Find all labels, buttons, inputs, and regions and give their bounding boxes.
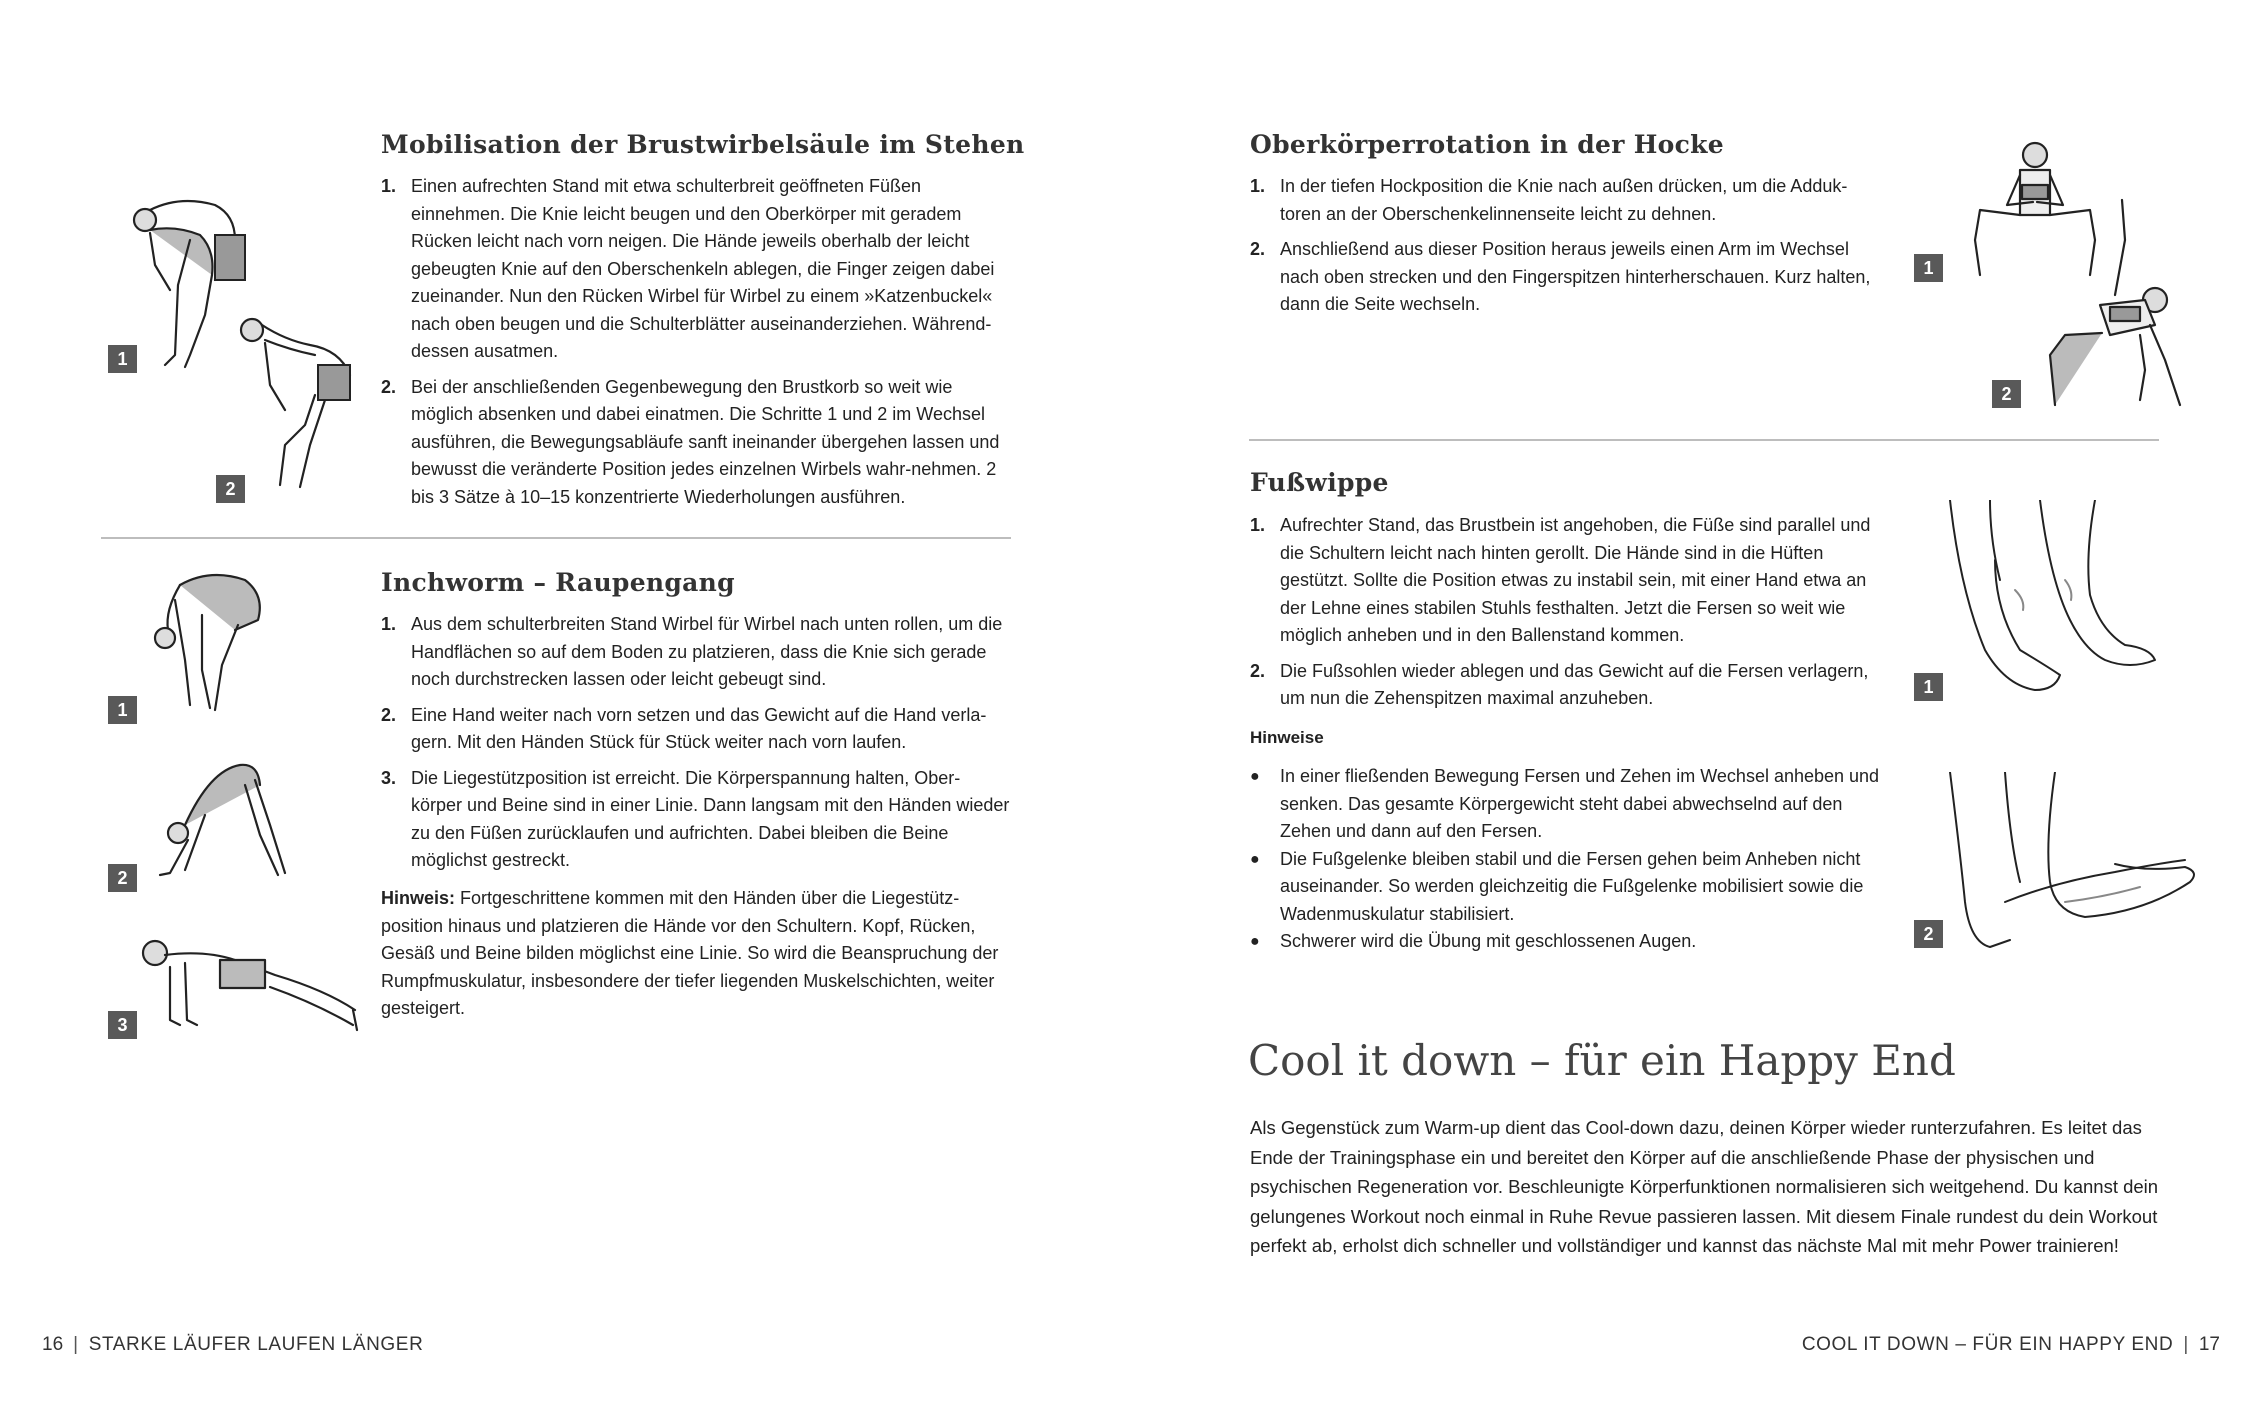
illustration-squat-rotation (2040, 195, 2190, 415)
step-text: Eine Hand weiter nach vorn setzen und das Gewicht auf die Hand verla-gern. Mit den Händen Stück für Stück weiter nach vorn laufen. (411, 704, 987, 752)
list-item (1250, 763, 1880, 846)
steps-brustwirbelsaeule (381, 173, 1011, 519)
running-title: STARKE LÄUFER LAUFEN LÄNGER (88, 1334, 424, 1355)
list-item (1250, 236, 1880, 319)
steps-oberkoerperrotation (1250, 173, 1880, 327)
list-item (381, 765, 1011, 875)
step-text: Bei der anschließenden Gegenbewegung den Brustkorb so weit wie möglich absenken und dabei einatmen. Die Schritte 1 und 2 im Wechsel ausführen, die Bewegungsabläufe sanft ineinander übergehen lassen und bewusst die veränderte Position jedes einzelnen Wirbels wahr-nehmen. 2 bis 3 Sätze à 10–15 konzentrierte Wiederholungen ausführen. (411, 376, 1000, 507)
divider (1249, 439, 2159, 441)
divider (101, 537, 1011, 539)
footer-left (42, 1334, 423, 1356)
list-item (381, 702, 1011, 757)
hints-list (1250, 763, 1880, 956)
step-number: 2. (1250, 660, 1266, 681)
illustration-inchworm-plank (125, 925, 365, 1040)
bullet-icon: ● (1250, 933, 1260, 950)
illustration-feet-toes-up (1945, 772, 2205, 957)
hint-text: Fortgeschrittene kommen mit den Händen über die Liegestütz-position hinaus und platzieren die Hände vor den Schultern. Kopf, Rücken, Gesäß und Beine bilden möglichst eine Linie. So wird die Beanspruchung der Rumpfmuskulatur, insbesondere der tiefer liegenden Muskelschichten, weiter gesteigert. (381, 888, 999, 1018)
bullet-icon: ● (1250, 850, 1260, 868)
list-item (1250, 928, 1880, 956)
list-item (381, 611, 1011, 694)
bullet-icon: ● (1250, 768, 1260, 785)
list-item (1250, 173, 1880, 228)
list-item (1250, 658, 1880, 713)
steps-fusswippe (1250, 512, 1880, 721)
hint-text: Die Fußgelenke bleiben stabil und die Fersen gehen beim Anheben nicht auseinander. So werden gleichzeitig die Fußgelenke mobilisiert sowie die Wadenmuskulatur stabilisiert. (1280, 848, 1864, 924)
section-title-inchworm: Inchworm – Raupengang (381, 568, 735, 597)
figure-badge: 1 (1914, 254, 1943, 282)
figure-badge: 2 (1914, 920, 1943, 948)
figure-badge: 2 (1992, 380, 2021, 408)
page-number: 16 (42, 1334, 64, 1355)
illustration-inchworm-walk (150, 755, 290, 885)
hints-title: Hinweise (1250, 728, 1324, 747)
running-title: COOL IT DOWN – FÜR EIN HAPPY END (1801, 1334, 2174, 1355)
step-number: 1. (1250, 515, 1266, 535)
figure-badge: 1 (108, 345, 137, 373)
hint-inchworm (381, 885, 1011, 1023)
hint-text: In einer fließenden Bewegung Fersen und Zehen im Wechsel anheben und senken. Das gesamte Körpergewicht steht dabei abwechselnd auf den Zehen und dann auf den Fersen. (1280, 766, 1880, 841)
footer-separator: | (73, 1334, 79, 1355)
section-title-brustwirbelsaeule: Mobilisation der Brustwirbelsäule im Stehen (381, 130, 1025, 159)
figure-badge: 1 (1914, 673, 1943, 701)
footer-separator: | (2183, 1334, 2189, 1355)
step-text: Aus dem schulterbreiten Stand Wirbel für Wirbel nach unten rollen, um die Handflächen so auf dem Boden zu platzieren, dass die Knie sich gerade noch durchstrecken lassen oder leicht gebeugt sind. (411, 614, 1003, 689)
figure-badge: 2 (108, 864, 137, 892)
figure-badge: 3 (108, 1011, 137, 1039)
section-title-fusswippe: Fußwippe (1250, 468, 1389, 497)
step-number: 2. (381, 376, 397, 397)
step-text: Die Fußsohlen wieder ablegen und das Gewicht auf die Fersen verlagern, um nun die Zehenspitzen maximal anzuheben. (1280, 660, 1869, 708)
section-title-oberkoerperrotation: Oberkörperrotation in der Hocke (1250, 130, 1724, 159)
figure-badge: 2 (216, 475, 245, 503)
list-item (1250, 512, 1880, 650)
list-item (381, 374, 1011, 512)
step-number: 2. (1250, 239, 1266, 259)
step-number: 1. (1250, 176, 1266, 196)
list-item (1250, 846, 1880, 929)
step-text: Aufrechter Stand, das Brustbein ist angehoben, die Füße sind parallel und die Schultern leicht nach hinten gerollt. Die Hände sind in die Hüften gestützt. Sollte die Position etwas zu instabil sein, mit einer Hand etwa an der Lehne eines stabilen Stuhls festhalten. Jetzt die Fersen so weit wie möglich anheben und in den Ballenstand kommen. (1280, 515, 1871, 645)
figure-badge: 1 (108, 696, 137, 724)
list-item (381, 173, 1011, 366)
cooldown-paragraph: Als Gegenstück zum Warm-up dient das Cool-down dazu, deinen Körper wieder runterzufahren. Es leitet das Ende der Trainingsphase ein und bereitet den Körper auf die anschließende Phase der physischen und psychischen Regeneration vor. Beschleunigte Körperfunktionen normalisieren sich weitgehend. Du kannst dein gelungenes Workout noch einmal in Ruhe Revue passieren lassen. Mit diesem Finale rundest du dein Workout perfekt ab, erholst dich schneller und vollständiger und kannst das nächste Mal mit mehr Power trainieren! (1250, 1117, 2159, 1256)
page-number: 17 (2198, 1334, 2220, 1355)
step-text: Einen aufrechten Stand mit etwa schulterbreit geöffneten Füßen einnehmen. Die Knie leicht beugen und den Oberkörper mit geradem Rücken leicht nach vorn neigen. Die Hände jeweils oberhalb der leicht gebeugten Knie auf den Oberschenkeln ablegen, die Finger zeigen dabei zueinander. Nun den Rücken Wirbel für Wirbel zu einem »Katzenbuckel« nach oben beugen und die Schulterblätter auseinanderziehen. Während-dessen ausatmen. (411, 176, 995, 361)
step-number: 1. (381, 176, 397, 196)
illustration-inchworm-forward-fold (140, 570, 270, 720)
illustration-cat-back-arched (230, 305, 360, 495)
illustration-feet-tiptoe (1945, 500, 2170, 705)
step-number: 3. (381, 767, 397, 788)
hint-text: Schwerer wird die Übung mit geschlossenen Augen. (1280, 931, 1697, 951)
cooldown-heading: Cool it down – für ein Happy End (1248, 1036, 1956, 1085)
step-number: 1. (381, 614, 397, 634)
footer-right (1802, 1334, 2220, 1356)
step-number: 2. (381, 704, 397, 725)
steps-inchworm (381, 611, 1011, 883)
step-text: In der tiefen Hockposition die Knie nach außen drücken, um die Adduk-toren an der Oberschenkelinnenseite leicht zu dehnen. (1280, 176, 1848, 224)
step-text: Anschließend aus dieser Position heraus jeweils einen Arm im Wechsel nach oben strecken und den Fingerspitzen hinterherschauen. Kurz halten, dann die Seite wechseln. (1280, 239, 1871, 314)
step-text: Die Liegestützposition ist erreicht. Die Körperspannung halten, Ober-körper und Beine sind in einer Linie. Dann langsam mit den Händen wieder zu den Füßen zurücklaufen und aufrichten. Dabei bleiben die Beine möglichst gestreckt. (411, 767, 1010, 870)
hint-label: Hinweis: (381, 888, 456, 908)
